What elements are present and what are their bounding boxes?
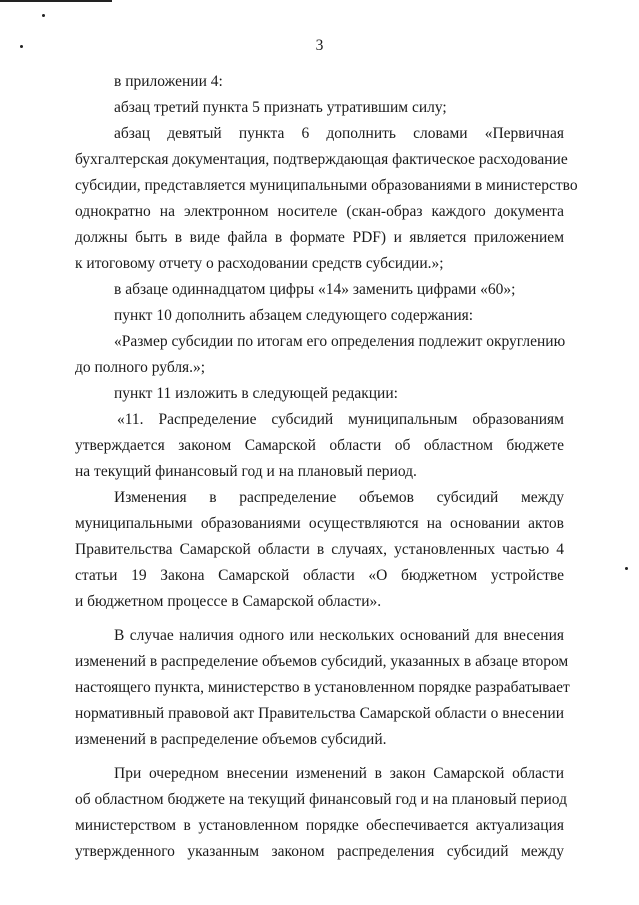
document-body bbox=[75, 69, 578, 865]
text-line: Изменения в распределение объемов субсидий между bbox=[114, 489, 564, 506]
text-line: муниципальными образованиями осуществляются на основании актов bbox=[75, 515, 564, 532]
text-line: Правительства Самарской области в случаях, установленных частью 4 bbox=[75, 541, 564, 558]
page-number: 3 bbox=[315, 37, 324, 54]
scan-artifact-line bbox=[0, 0, 112, 2]
text-line: абзац девятый пункта 6 дополнить словами «Первичная bbox=[114, 125, 564, 142]
text-line: настоящего пункта, министерство в установленном порядке разрабатывает bbox=[75, 679, 570, 696]
text-line: статьи 19 Закона Самарской области «О бюджетном устройстве bbox=[75, 567, 564, 584]
scan-artifact-dot bbox=[42, 14, 45, 17]
scan-artifact-dot bbox=[625, 567, 628, 570]
text-line: должны быть в виде файла в формате PDF) и является приложением bbox=[75, 229, 564, 246]
paragraph-gap bbox=[75, 615, 564, 623]
text-line: пункт 11 изложить в следующей редакции: bbox=[114, 385, 398, 402]
text-line: утвержденного указанным законом распределения субсидий между bbox=[75, 843, 564, 860]
text-line: и бюджетном процессе в Самарской области». bbox=[75, 593, 382, 610]
text-line: В случае наличия одного или нескольких оснований для внесения bbox=[114, 627, 564, 644]
text-line: изменений в распределение объемов субсидий. bbox=[75, 731, 387, 748]
text-line: министерством в установленном порядке обеспечивается актуализация bbox=[75, 817, 564, 834]
text-line: в приложении 4: bbox=[114, 73, 223, 90]
text-line: «11. Распределение субсидий муниципальным образованиям bbox=[117, 411, 564, 428]
scan-artifact-dot bbox=[20, 45, 23, 48]
text-line: утверждается законом Самарской области об областном бюджете bbox=[75, 437, 564, 454]
text-line: субсидии, представляется муниципальными образованиями в министерство bbox=[75, 177, 578, 194]
text-line: на текущий финансовый год и на плановый период. bbox=[75, 463, 417, 480]
text-line: однократно на электронном носителе (скан-образ каждого документа bbox=[75, 203, 564, 220]
text-line: изменений в распределение объемов субсидий, указанных в абзаце втором bbox=[75, 653, 569, 670]
paragraph-gap bbox=[75, 753, 564, 761]
text-line: пункт 10 дополнить абзацем следующего содержания: bbox=[114, 307, 474, 324]
text-line: до полного рубля.»; bbox=[75, 359, 206, 376]
text-line: к итоговому отчету о расходовании средств субсидии.»; bbox=[75, 255, 444, 272]
text-line: бухгалтерская документация, подтверждающая фактическое расходование bbox=[75, 151, 568, 168]
text-line: «Размер субсидии по итогам его определения подлежит округлению bbox=[114, 333, 566, 350]
text-line: в абзаце одиннадцатом цифры «14» заменить цифрами «60»; bbox=[114, 281, 516, 298]
text-line: нормативный правовой акт Правительства Самарской области о внесении bbox=[75, 705, 564, 722]
text-line: абзац третий пункта 5 признать утратившим силу; bbox=[114, 99, 447, 116]
text-line: При очередном внесении изменений в закон Самарской области bbox=[114, 765, 564, 782]
text-line: об областном бюджете на текущий финансовый год и на плановый период bbox=[75, 791, 567, 808]
